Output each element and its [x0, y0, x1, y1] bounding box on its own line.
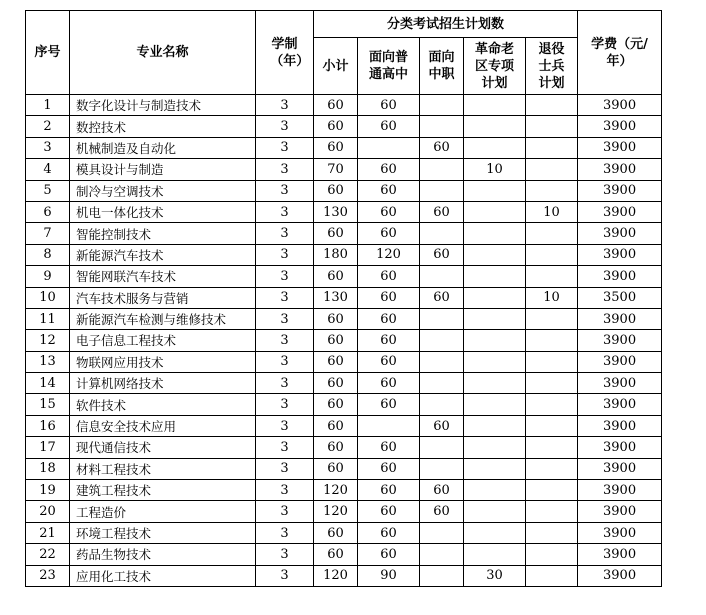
cell-revolutionary	[464, 437, 526, 458]
cell-years: 3	[256, 522, 314, 543]
cell-revolutionary	[464, 266, 526, 287]
cell-subtotal: 60	[314, 116, 358, 137]
table-row	[26, 116, 662, 137]
cell-vocational	[420, 373, 464, 394]
cell-revolutionary	[464, 458, 526, 479]
cell-revolutionary: 10	[464, 159, 526, 180]
cell-seq: 13	[26, 351, 70, 372]
cell-tuition: 3900	[578, 565, 662, 586]
cell-name: 信息安全技术应用	[70, 415, 256, 436]
cell-years: 3	[256, 95, 314, 116]
cell-revolutionary	[464, 480, 526, 501]
cell-revolutionary	[464, 308, 526, 329]
cell-general: 60	[358, 330, 420, 351]
cell-years: 3	[256, 351, 314, 372]
cell-subtotal: 120	[314, 501, 358, 522]
cell-revolutionary	[464, 394, 526, 415]
cell-seq: 21	[26, 522, 70, 543]
cell-general: 60	[358, 480, 420, 501]
cell-veteran	[526, 159, 578, 180]
cell-vocational	[420, 437, 464, 458]
table-row	[26, 480, 662, 501]
table-row	[26, 522, 662, 543]
cell-tuition: 3900	[578, 95, 662, 116]
cell-seq: 2	[26, 116, 70, 137]
cell-years: 3	[256, 266, 314, 287]
cell-subtotal: 60	[314, 394, 358, 415]
cell-subtotal: 60	[314, 437, 358, 458]
cell-name: 软件技术	[70, 394, 256, 415]
cell-subtotal: 60	[314, 95, 358, 116]
cell-general	[358, 137, 420, 158]
cell-subtotal: 180	[314, 244, 358, 265]
header-years-text: 学制（年）	[270, 36, 310, 69]
table-row	[26, 201, 662, 222]
cell-tuition: 3900	[578, 480, 662, 501]
cell-name: 应用化工技术	[70, 565, 256, 586]
cell-tuition: 3900	[578, 244, 662, 265]
cell-subtotal: 60	[314, 522, 358, 543]
cell-seq: 19	[26, 480, 70, 501]
cell-tuition: 3900	[578, 415, 662, 436]
cell-subtotal: 60	[314, 415, 358, 436]
cell-vocational: 60	[420, 501, 464, 522]
cell-name: 数控技术	[70, 116, 256, 137]
cell-tuition: 3900	[578, 266, 662, 287]
cell-veteran: 10	[526, 287, 578, 308]
cell-name: 机械制造及自动化	[70, 137, 256, 158]
cell-years: 3	[256, 244, 314, 265]
cell-vocational	[420, 308, 464, 329]
cell-tuition: 3900	[578, 522, 662, 543]
cell-veteran	[526, 480, 578, 501]
cell-vocational	[420, 458, 464, 479]
cell-vocational	[420, 330, 464, 351]
header-subtotal: 小计	[314, 38, 358, 95]
cell-general: 60	[358, 201, 420, 222]
cell-tuition: 3900	[578, 223, 662, 244]
cell-general: 60	[358, 116, 420, 137]
cell-vocational: 60	[420, 287, 464, 308]
cell-revolutionary	[464, 244, 526, 265]
cell-years: 3	[256, 159, 314, 180]
table-row	[26, 415, 662, 436]
cell-revolutionary	[464, 501, 526, 522]
cell-tuition: 3900	[578, 159, 662, 180]
cell-tuition: 3900	[578, 351, 662, 372]
cell-years: 3	[256, 137, 314, 158]
cell-subtotal: 70	[314, 159, 358, 180]
cell-veteran	[526, 394, 578, 415]
cell-veteran	[526, 244, 578, 265]
cell-seq: 8	[26, 244, 70, 265]
cell-veteran	[526, 330, 578, 351]
cell-name: 工程造价	[70, 501, 256, 522]
cell-vocational: 60	[420, 480, 464, 501]
table-row	[26, 458, 662, 479]
header-name: 专业名称	[70, 11, 256, 95]
cell-general: 60	[358, 501, 420, 522]
cell-revolutionary	[464, 544, 526, 565]
cell-subtotal: 130	[314, 287, 358, 308]
cell-name: 物联网应用技术	[70, 351, 256, 372]
cell-vocational	[420, 266, 464, 287]
cell-name: 模具设计与制造	[70, 159, 256, 180]
cell-tuition: 3900	[578, 137, 662, 158]
header-revolutionary-text: 革命老区专项计划	[474, 41, 514, 91]
cell-revolutionary	[464, 223, 526, 244]
cell-tuition: 3900	[578, 501, 662, 522]
cell-seq: 11	[26, 308, 70, 329]
cell-tuition: 3900	[578, 201, 662, 222]
cell-years: 3	[256, 308, 314, 329]
cell-seq: 3	[26, 137, 70, 158]
cell-name: 数字化设计与制造技术	[70, 95, 256, 116]
enrollment-plan-table	[25, 10, 662, 587]
header-plan-group: 分类考试招生计划数	[314, 11, 578, 38]
table-row	[26, 394, 662, 415]
table-row	[26, 544, 662, 565]
cell-general: 60	[358, 308, 420, 329]
table-row	[26, 287, 662, 308]
cell-general: 60	[358, 95, 420, 116]
cell-name: 智能网联汽车技术	[70, 266, 256, 287]
table-row	[26, 308, 662, 329]
cell-years: 3	[256, 373, 314, 394]
cell-years: 3	[256, 437, 314, 458]
cell-subtotal: 60	[314, 308, 358, 329]
cell-revolutionary	[464, 415, 526, 436]
cell-veteran	[526, 544, 578, 565]
cell-years: 3	[256, 116, 314, 137]
cell-general: 60	[358, 159, 420, 180]
cell-tuition: 3900	[578, 308, 662, 329]
cell-subtotal: 60	[314, 137, 358, 158]
cell-revolutionary	[464, 351, 526, 372]
header-tuition	[578, 11, 662, 95]
header-veteran-text: 退役士兵计划	[538, 41, 565, 91]
table-row	[26, 501, 662, 522]
cell-revolutionary	[464, 373, 526, 394]
header-years	[256, 11, 314, 95]
table-row	[26, 244, 662, 265]
cell-veteran	[526, 415, 578, 436]
cell-vocational: 60	[420, 137, 464, 158]
cell-seq: 7	[26, 223, 70, 244]
cell-name: 新能源汽车检测与维修技术	[70, 308, 256, 329]
cell-veteran: 10	[526, 201, 578, 222]
table-row	[26, 330, 662, 351]
cell-vocational	[420, 544, 464, 565]
cell-subtotal: 60	[314, 266, 358, 287]
header-seq: 序号	[26, 11, 70, 95]
cell-seq: 12	[26, 330, 70, 351]
header-veteran	[526, 38, 578, 95]
cell-vocational	[420, 351, 464, 372]
cell-veteran	[526, 116, 578, 137]
cell-veteran	[526, 266, 578, 287]
cell-revolutionary	[464, 522, 526, 543]
cell-name: 药品生物技术	[70, 544, 256, 565]
header-tuition-text: 学费（元/年）	[591, 36, 648, 69]
table-row	[26, 437, 662, 458]
cell-seq: 1	[26, 95, 70, 116]
cell-veteran	[526, 373, 578, 394]
cell-vocational	[420, 565, 464, 586]
cell-years: 3	[256, 480, 314, 501]
cell-general: 120	[358, 244, 420, 265]
cell-tuition: 3500	[578, 287, 662, 308]
table-row	[26, 159, 662, 180]
cell-tuition: 3900	[578, 394, 662, 415]
cell-seq: 23	[26, 565, 70, 586]
cell-years: 3	[256, 415, 314, 436]
cell-subtotal: 130	[314, 201, 358, 222]
cell-subtotal: 120	[314, 565, 358, 586]
cell-vocational: 60	[420, 201, 464, 222]
cell-name: 智能控制技术	[70, 223, 256, 244]
cell-subtotal: 60	[314, 544, 358, 565]
cell-tuition: 3900	[578, 458, 662, 479]
cell-name: 现代通信技术	[70, 437, 256, 458]
cell-revolutionary	[464, 330, 526, 351]
cell-general: 60	[358, 351, 420, 372]
cell-subtotal: 60	[314, 351, 358, 372]
cell-veteran	[526, 137, 578, 158]
cell-revolutionary	[464, 180, 526, 201]
cell-vocational	[420, 394, 464, 415]
cell-years: 3	[256, 458, 314, 479]
cell-name: 机电一体化技术	[70, 201, 256, 222]
cell-tuition: 3900	[578, 544, 662, 565]
cell-veteran	[526, 565, 578, 586]
cell-veteran	[526, 351, 578, 372]
cell-subtotal: 60	[314, 458, 358, 479]
cell-veteran	[526, 180, 578, 201]
cell-veteran	[526, 223, 578, 244]
cell-subtotal: 60	[314, 330, 358, 351]
cell-vocational	[420, 159, 464, 180]
cell-name: 制冷与空调技术	[70, 180, 256, 201]
cell-revolutionary	[464, 137, 526, 158]
cell-years: 3	[256, 180, 314, 201]
cell-seq: 17	[26, 437, 70, 458]
cell-name: 材料工程技术	[70, 458, 256, 479]
cell-tuition: 3900	[578, 437, 662, 458]
cell-vocational	[420, 522, 464, 543]
cell-general: 60	[358, 394, 420, 415]
table-row	[26, 351, 662, 372]
cell-years: 3	[256, 287, 314, 308]
cell-veteran	[526, 522, 578, 543]
cell-general: 90	[358, 565, 420, 586]
cell-years: 3	[256, 330, 314, 351]
cell-name: 环境工程技术	[70, 522, 256, 543]
cell-revolutionary	[464, 95, 526, 116]
table-row	[26, 223, 662, 244]
header-general	[358, 38, 420, 95]
cell-years: 3	[256, 223, 314, 244]
cell-general: 60	[358, 437, 420, 458]
cell-seq: 14	[26, 373, 70, 394]
cell-name: 汽车技术服务与营销	[70, 287, 256, 308]
header-vocational-text: 面向中职	[428, 50, 455, 82]
cell-years: 3	[256, 565, 314, 586]
table-row	[26, 565, 662, 586]
cell-seq: 18	[26, 458, 70, 479]
cell-general: 60	[358, 522, 420, 543]
cell-revolutionary	[464, 201, 526, 222]
cell-years: 3	[256, 544, 314, 565]
cell-name: 建筑工程技术	[70, 480, 256, 501]
cell-seq: 6	[26, 201, 70, 222]
cell-veteran	[526, 458, 578, 479]
cell-subtotal: 60	[314, 180, 358, 201]
cell-years: 3	[256, 201, 314, 222]
table-row	[26, 266, 662, 287]
cell-seq: 4	[26, 159, 70, 180]
cell-subtotal: 60	[314, 223, 358, 244]
cell-general: 60	[358, 373, 420, 394]
cell-revolutionary	[464, 287, 526, 308]
cell-seq: 22	[26, 544, 70, 565]
cell-general: 60	[358, 180, 420, 201]
table-header	[26, 11, 662, 95]
table-row	[26, 137, 662, 158]
cell-vocational: 60	[420, 244, 464, 265]
cell-revolutionary: 30	[464, 565, 526, 586]
cell-seq: 16	[26, 415, 70, 436]
cell-seq: 5	[26, 180, 70, 201]
cell-veteran	[526, 308, 578, 329]
table-row	[26, 373, 662, 394]
cell-general: 60	[358, 544, 420, 565]
header-general-text: 面向普通高中	[368, 50, 408, 82]
cell-name: 计算机网络技术	[70, 373, 256, 394]
cell-general: 60	[358, 266, 420, 287]
cell-vocational	[420, 116, 464, 137]
cell-tuition: 3900	[578, 330, 662, 351]
table-row	[26, 180, 662, 201]
cell-veteran	[526, 437, 578, 458]
cell-general	[358, 415, 420, 436]
cell-vocational: 60	[420, 415, 464, 436]
cell-seq: 20	[26, 501, 70, 522]
cell-general: 60	[358, 458, 420, 479]
cell-vocational	[420, 180, 464, 201]
cell-general: 60	[358, 287, 420, 308]
cell-tuition: 3900	[578, 116, 662, 137]
cell-name: 新能源汽车技术	[70, 244, 256, 265]
cell-veteran	[526, 95, 578, 116]
cell-subtotal: 60	[314, 373, 358, 394]
cell-seq: 10	[26, 287, 70, 308]
header-vocational	[420, 38, 464, 95]
cell-years: 3	[256, 394, 314, 415]
cell-vocational	[420, 95, 464, 116]
cell-vocational	[420, 223, 464, 244]
cell-subtotal: 120	[314, 480, 358, 501]
cell-seq: 15	[26, 394, 70, 415]
cell-general: 60	[358, 223, 420, 244]
table-row	[26, 95, 662, 116]
cell-name: 电子信息工程技术	[70, 330, 256, 351]
cell-veteran	[526, 501, 578, 522]
header-revolutionary	[464, 38, 526, 95]
cell-revolutionary	[464, 116, 526, 137]
cell-tuition: 3900	[578, 373, 662, 394]
cell-years: 3	[256, 501, 314, 522]
table-body	[26, 95, 662, 587]
cell-seq: 9	[26, 266, 70, 287]
cell-tuition: 3900	[578, 180, 662, 201]
